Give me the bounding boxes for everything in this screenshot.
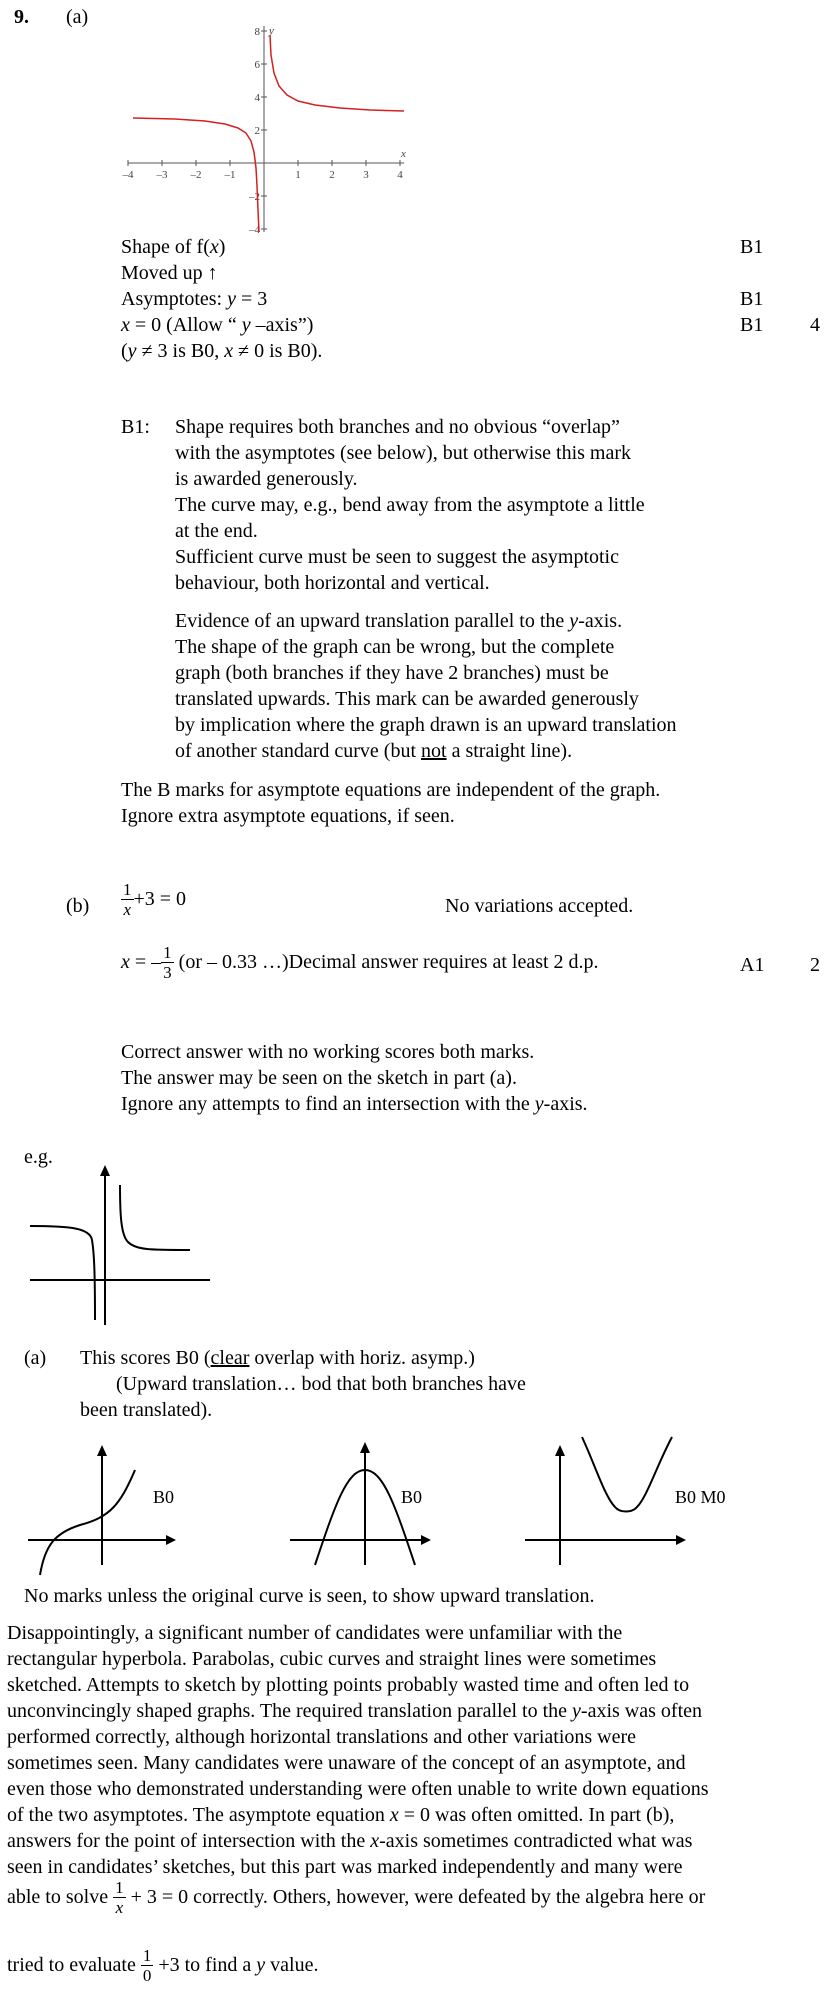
sketch-label-3: B0 M0 <box>675 1487 726 1507</box>
report-evaluate-line: tried to evaluate $\frac{1}{0}$ +3 to find a y value. <box>7 1946 319 1985</box>
example-a-line-1: This scores B0 (clear overlap with horiz. asymp.) <box>80 1347 475 1369</box>
mark-b1-shape: B1 <box>740 236 764 258</box>
notes-para1-line-5: at the end. <box>175 520 258 542</box>
no-marks-note: No marks unless the original curve is seen, to show upward translation. <box>24 1585 595 1607</box>
notes-para3-line-1: The B marks for asymptote equations are independent of the graph. <box>121 779 661 801</box>
scheme-a-line-2: Moved up ↑ <box>121 262 218 284</box>
x-tick-label: 3 <box>363 169 369 181</box>
y-tick-label: 8 <box>254 26 260 38</box>
x-tick-label: –3 <box>156 169 168 181</box>
b1-label: B1: <box>121 416 150 438</box>
report-line-3: sketched. Attempts to sketch by plotting points probably wasted time and often led to <box>7 1674 690 1696</box>
notes-para1-line-3: is awarded generously. <box>175 468 358 490</box>
notes-para2-line-5: by implication where the graph drawn is an upward translation <box>175 714 677 736</box>
x-tick-label: –1 <box>224 169 236 181</box>
notes-para1-line-7: behaviour, both horizontal and vertical. <box>175 572 490 594</box>
x-tick-label: 4 <box>397 169 403 181</box>
y-tick-label: 2 <box>254 125 260 137</box>
report-line-2: rectangular hyperbola. Parabolas, cubic curves and straight lines were sometimes <box>7 1648 657 1670</box>
notes-para2-line-1: Evidence of an upward translation parallel to the y-axis. <box>175 610 623 632</box>
report-line-6: sometimes seen. Many candidates were unaware of the concept of an asymptote, and <box>7 1752 686 1774</box>
notes-para1-line-6: Sufficient curve must be seen to suggest the asymptotic <box>175 546 619 568</box>
notes-para2-line-2: The shape of the graph can be wrong, but the complete <box>175 636 615 658</box>
example-cubic-sketch <box>20 1425 180 1575</box>
report-line-9: answers for the point of intersection with the x-axis sometimes contradicted what was <box>7 1830 693 1852</box>
sketch-label-1: B0 <box>153 1487 175 1507</box>
report-line-1: Disappointingly, a significant number of candidates were unfamiliar with the <box>7 1622 623 1644</box>
part-b-label: (b) <box>66 895 90 917</box>
mark-b1-asymptote-x: B1 <box>740 314 764 336</box>
notes-para2-line-4: translated upwards. This mark can be awarded generously <box>175 688 639 710</box>
notes-b-line-2: The answer may be seen on the sketch in part (a). <box>121 1067 517 1089</box>
scheme-a-line-5: (y ≠ 3 is B0, x ≠ 0 is B0). <box>121 340 323 362</box>
x-tick-label: –4 <box>122 169 134 181</box>
y-tick-label: 6 <box>254 59 260 71</box>
report-line-4: unconvincingly shaped graphs. The required translation parallel to the y-axis was often <box>7 1700 702 1722</box>
notes-para1-line-1: Shape requires both branches and no obvious “overlap” <box>175 416 620 438</box>
notes-para2-last-line: of another standard curve (but not a straight line). <box>175 740 573 762</box>
example-a-line-3: been translated). <box>80 1399 213 1421</box>
mark-a1: A1 <box>740 954 765 976</box>
report-line-5: performed correctly, although horizontal translations and other variations were <box>7 1726 637 1748</box>
x-tick-label: 2 <box>329 169 335 181</box>
question-number: 9. <box>14 6 29 28</box>
y-tick-label: –2 <box>249 191 260 203</box>
report-line-8: of the two asymptotes. The asymptote equation x = 0 was often omitted. In part (b), <box>7 1804 675 1826</box>
scheme-a-line-1: Shape of f(x) <box>121 236 226 258</box>
mark-b1-asymptote-y: B1 <box>740 288 764 310</box>
example-u-curve-sketch <box>520 1425 750 1575</box>
notes-para1-line-2: with the asymptotes (see below), but otherwise this mark <box>175 442 632 464</box>
curve-right-branch <box>270 35 404 111</box>
part-a-label: (a) <box>66 6 89 28</box>
example-overlap-sketch <box>20 1160 220 1330</box>
notes-para2-line-3: graph (both branches if they have 2 branches) must be <box>175 662 609 684</box>
y-tick-label: –4 <box>249 224 260 236</box>
eg-label: e.g. <box>24 1146 53 1168</box>
report-solve-line: able to solve $\frac{1}{x}$ + 3 = 0 correctly. Others, however, were defeated by the algebra here or <box>7 1878 706 1917</box>
notes-b-line-1: Correct answer with no working scores both marks. <box>121 1041 535 1063</box>
example-a-line-2: (Upward translation… bod that both branches have <box>116 1373 526 1395</box>
graph-x-label: x <box>401 148 406 160</box>
report-line-10: seen in candidates’ sketches, but this part was marked independently and many were <box>7 1856 683 1878</box>
total-marks-b: 2 <box>810 954 820 976</box>
notes-b-line-3: Ignore any attempts to find an intersection with the y-axis. <box>121 1093 588 1115</box>
scheme-a-line-3: Asymptotes: y = 3 <box>121 288 268 310</box>
graph-y-label: y <box>269 25 274 37</box>
equation-2: x = – $\frac{1}{3}$ (or – 0.33 …)Decimal answer requires at least 2 d.p. <box>121 943 599 982</box>
notes-para1-line-4: The curve may, e.g., bend away from the asymptote a little <box>175 494 645 516</box>
x-tick-label: 1 <box>295 169 301 181</box>
y-tick-label: 4 <box>254 92 260 104</box>
notes-para3-line-2: Ignore extra asymptote equations, if seen. <box>121 805 455 827</box>
total-marks-a: 4 <box>810 314 820 336</box>
example-parabola-sketch <box>285 1425 445 1575</box>
report-line-7: even those who demonstrated understanding were often unable to write down equations <box>7 1778 709 1800</box>
example-a-label: (a) <box>24 1347 47 1369</box>
scheme-a-line-4: x = 0 (Allow “ y –axis”) <box>121 314 314 336</box>
hyperbola-graph <box>0 0 834 240</box>
no-variations: No variations accepted. <box>445 895 634 917</box>
equation-1: $\frac{1}{x}$ +3 = 0 <box>123 880 187 919</box>
x-tick-label: –2 <box>190 169 202 181</box>
sketch-label-2: B0 <box>401 1487 423 1507</box>
